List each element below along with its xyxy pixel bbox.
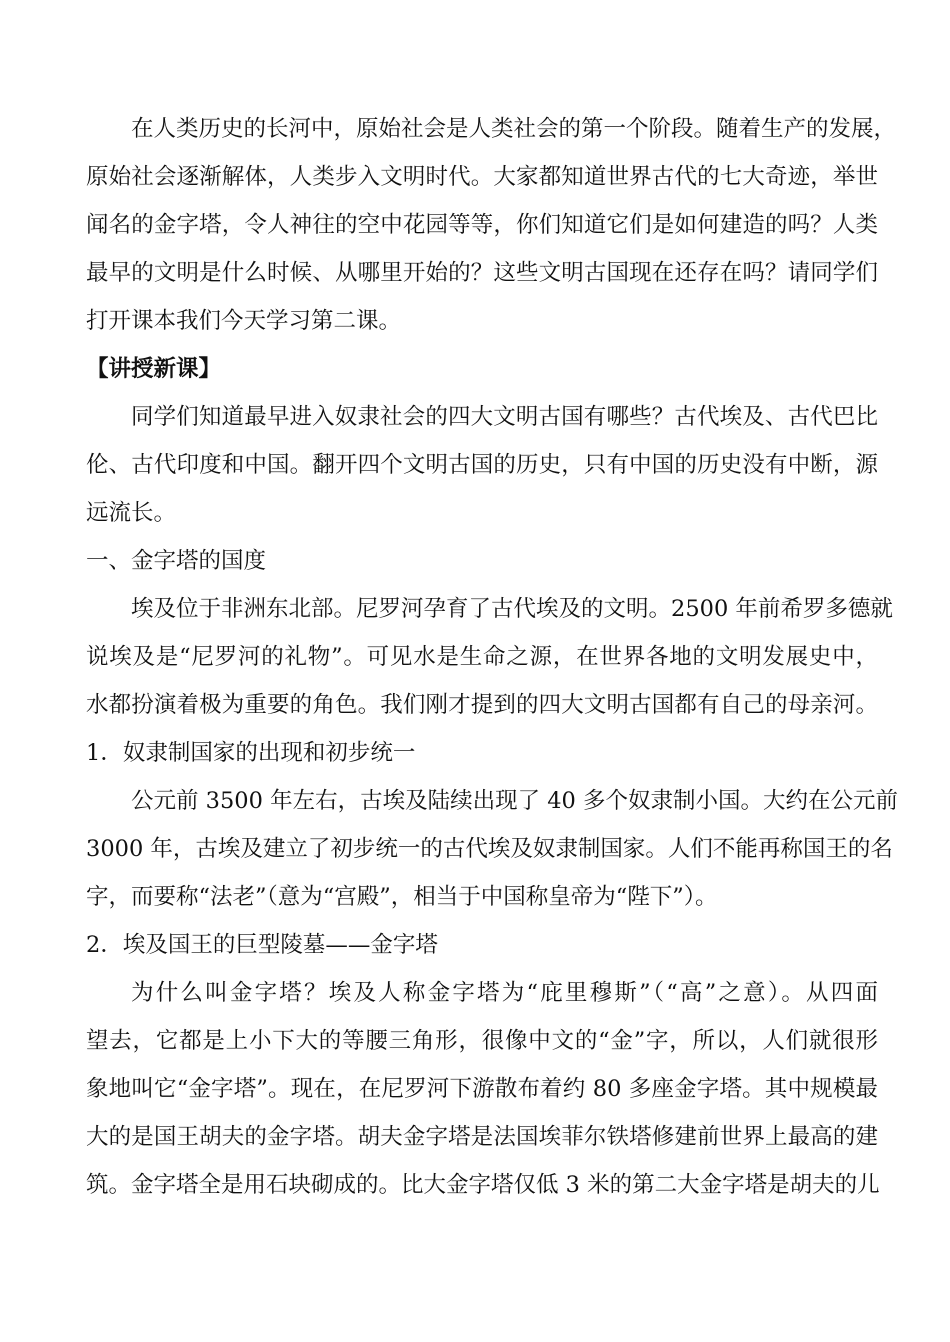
text-line: 望去，它都是上小下大的等腰三角形，很像中文的“金”字，所以，人们就很形	[86, 1028, 878, 1054]
text-line: 公元前 3500 年左右，古埃及陆续出现了 40 多个奴隶制小国。大约在公元前	[131, 788, 899, 814]
text-line: 为什么叫金字塔？埃及人称金字塔为“庇里穆斯”（“高”之意）。从四面	[131, 980, 878, 1006]
text-line: 最早的文明是什么时候、从哪里开始的？这些文明古国现在还存在吗？请同学们	[86, 260, 878, 286]
text-line: 伦、古代印度和中国。翻开四个文明古国的历史，只有中国的历史没有中断，源	[86, 452, 878, 478]
subheading-slave-state: 1．奴隶制国家的出现和初步统一	[86, 740, 416, 766]
subheading-pyramid-tomb: 2．埃及国王的巨型陵墓——金字塔	[86, 932, 438, 958]
text-line: 大的是国王胡夫的金字塔。胡夫金字塔是法国埃菲尔铁塔修建前世界上最高的建	[86, 1124, 878, 1150]
text-line: 闻名的金字塔，令人神往的空中花园等等，你们知道它们是如何建造的吗？人类	[86, 212, 878, 238]
text-line: 同学们知道最早进入奴隶社会的四大文明古国有哪些？古代埃及、古代巴比	[131, 404, 878, 430]
text-line: 说埃及是“尼罗河的礼物”。可见水是生命之源，在世界各地的文明发展史中，	[86, 644, 878, 670]
text-line: 3000 年，古埃及建立了初步统一的古代埃及奴隶制国家。人们不能再称国王的名	[86, 836, 893, 862]
subheading-pyramid-country: 一、金字塔的国度	[86, 548, 267, 574]
text-line: 原始社会逐渐解体，人类步入文明时代。大家都知道世界古代的七大奇迹，举世	[86, 164, 878, 190]
text-line: 远流长。	[86, 500, 177, 526]
text-line: 打开课本我们今天学习第二课。	[86, 308, 402, 334]
text-line: 水都扮演着极为重要的角色。我们刚才提到的四大文明古国都有自己的母亲河。	[86, 692, 878, 718]
text-line: 象地叫它“金字塔”。现在，在尼罗河下游散布着约 80 多座金字塔。其中规模最	[86, 1076, 878, 1102]
section-heading: 【讲授新课】	[86, 356, 222, 382]
text-line: 在人类历史的长河中，原始社会是人类社会的第一个阶段。随着生产的发展，	[131, 116, 897, 142]
text-line: 字，而要称“法老”（意为“宫殿”，相当于中国称皇帝为“陛下”）。	[86, 884, 718, 910]
text-line: 筑。金字塔全是用石块砌成的。比大金字塔仅低 3 米的第二大金字塔是胡夫的儿	[86, 1172, 880, 1198]
text-line: 埃及位于非洲东北部。尼罗河孕育了古代埃及的文明。2500 年前希罗多德就	[131, 596, 893, 622]
